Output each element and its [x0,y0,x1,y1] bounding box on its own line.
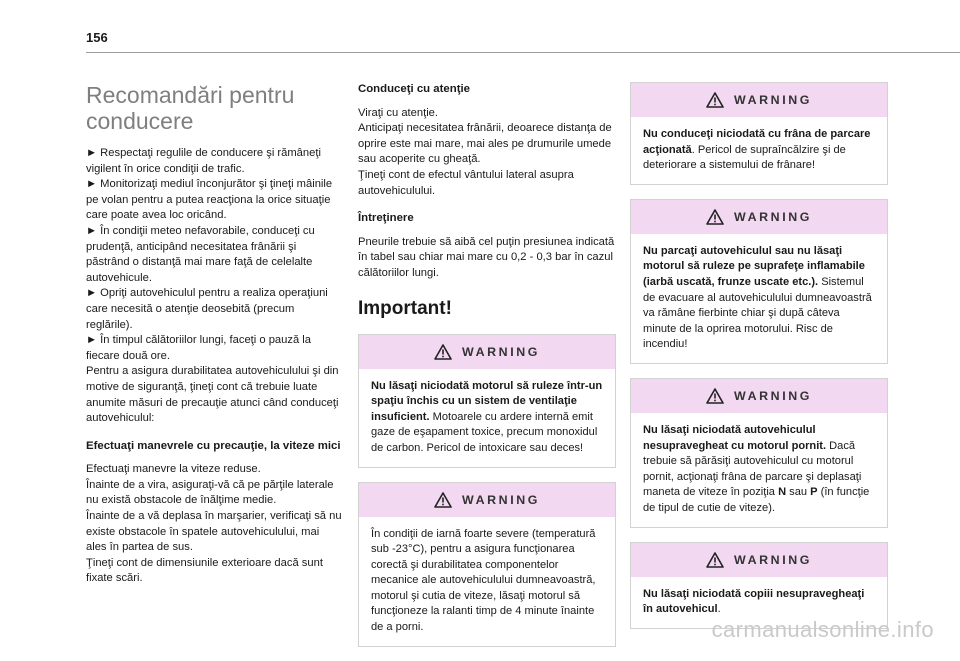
warning-triangle-icon [706,209,724,225]
warning-plain-text: (în funcţie de tipul de cutie de viteze). [643,486,870,514]
warning-plain-text: sau [786,486,811,499]
subheading-maneuvers: Efectuaţi manevrele cu precauţie, la viteze mici [86,439,341,452]
warning-text [631,413,887,527]
column-careful-driving [358,82,616,661]
intro-paragraph: ► În timpul călătoriilor lungi, faceţi o pauză la fiecare două ore. [86,334,311,362]
warning-title: WARNING [733,93,813,107]
warning-bold-text: Nu lăsaţi niciodată autovehiculul nesupravegheat cu motorul pornit. [643,423,827,452]
intro-paragraph: ► Respectaţi regulile de conducere şi rămâneţi vigilent în orice condiţii de trafic. [86,147,321,175]
warning-header [631,200,887,234]
warning-box [358,334,616,468]
warning-triangle-icon [434,344,452,360]
warning-title: WARNING [733,552,813,567]
warning-plain-text: . Pericol de supraîncălzire şi de deteriorare a sistemului de frânare! [643,143,846,172]
watermark: carmanualsonline.info [711,617,934,642]
warning-triangle-icon [706,388,724,404]
warning-triangle-icon [706,92,724,108]
body-paragraph: Ţineţi cont de dimensiunile exterioare dacă sunt fixate scări. [86,556,323,585]
warning-header [359,335,615,369]
body-paragraph: Ţineţi cont de efectul vântului lateral asupra autovehiculului. [358,168,574,197]
gear-position-n: N [778,486,787,499]
warning-title: WARNING [733,388,813,403]
warning-bold-text: Nu lăsaţi niciodată motorul să ruleze într-un spaţiu închis cu un sistem de ventilaţie insuficient. [371,379,603,423]
warning-text [631,234,887,363]
intro-paragraph: Pentru a asigura durabilitatea autovehiculului şi din motive de siguranţă, ţineţi cont că trebuie luate anumite măsuri de precauţie atunci când conduceţi autovehiculul: [86,365,339,425]
warning-header [359,483,615,517]
warning-box [630,542,888,629]
warning-plain-text: . [717,603,721,616]
subheading-maintenance: Întreţinere [358,212,414,225]
column-warnings [630,82,888,643]
body-paragraph: Efectuaţi manevre la viteze reduse. [86,463,261,476]
warning-header [631,379,887,413]
intro-paragraph: ► Opriţi autovehiculul pentru a realiza operaţiuni care necesită o atenţie deosebită (precum reglările). [86,287,328,331]
warning-text: În condiţii de iarnă foarte severe (temperatură sub -23°C), pentru a asigura funcţionarea corectă şi durabilitatea componentelor mecanice ale autovehiculului dumneavoastră, motorul şi cutia de viteze, lăsaţi motorul să funcţioneze la ralanti timp de 4 minute înainte de a porni. [371,527,596,634]
warning-title: WARNING [461,492,541,507]
warning-text [631,117,887,184]
warning-triangle-icon [434,492,452,508]
header-divider [86,52,960,53]
body-paragraph: Anticipaţi necesitatea frânării, deoarece distanţa de oprire este mai mare, mai ales pe drumurile umede sau acoperite cu gheaţă. [358,122,612,166]
warning-header [631,543,887,577]
warning-header [631,83,887,117]
warning-plain-text: Motoarele cu ardere internă emit gaze de eşapament toxice, precum monoxidul de carbon. Pericol de intoxicare sau deces! [371,410,598,454]
warning-box [630,199,888,364]
warning-title: WARNING [461,344,541,359]
warning-title: WARNING [733,209,813,224]
body-paragraph: Viraţi cu atenţie. [358,106,439,119]
warning-box [358,482,616,647]
warning-box [630,378,888,528]
warning-box [630,82,888,185]
warning-bold-text: Nu conduceţi niciodată cu frâna de parcare acţionată [643,128,871,156]
column-driving-recommendations [86,82,342,587]
page-number: 156 [86,30,108,45]
warning-text [359,369,615,467]
subheading-drive-carefully: Conduceţi cu atenţie [358,83,471,95]
warning-bold-text: Nu lăsaţi niciodată copiii nesupravegheaţi în autovehicul [643,587,865,616]
body-paragraph: Înainte de a vira, asiguraţi-vă că pe părţile laterale nu există obstacole de înălţime medie. [86,478,334,507]
warning-plain-text: Sistemul de evacuare al autovehiculului dumneavoastră va rămâne fierbinte chiar şi după câteva minute de la oprirea motorului. Risc de incendiu! [643,275,872,351]
gear-position-p: P [810,486,818,499]
important-heading: Important! [358,297,452,319]
warning-bold-text: Nu parcaţi autovehiculul sau nu lăsaţi motorul să ruleze pe suprafeţe inflamabile (iarbă uscată, frunze uscate etc.). [643,244,865,288]
body-paragraph: Pneurile trebuie să aibă cel puţin presiunea indicată în tabel sau chiar mai mare cu 0,2 - 0,3 bar în cazul călătoriilor lungi. [358,235,615,279]
intro-paragraph: ► Monitorizaţi mediul înconjurător şi ţineţi mâinile pe volan pentru a putea reacţiona la orice situaţie care poate avea loc oricând. [86,178,333,222]
warning-plain-text: Dacă trebuie să părăsiţi autovehiculul cu motorul pornit, acţionaţi frâna de parcare şi deplasaţi maneta de viteze în poziţia [643,439,862,499]
body-paragraph: Înainte de a vă deplasa în marşarier, verificaţi să nu existe obstacole în spatele autovehiculului, mai ales în partea de sus. [86,510,342,554]
section-title: Recomandări pentru conducere [86,82,295,134]
intro-paragraph: ► În condiţii meteo nefavorabile, conduceţi cu prudenţă, anticipând necesitatea frânării şi păstrând o distanţă mai mare faţă de celelalte autovehicule. [86,224,315,284]
warning-triangle-icon [706,552,724,568]
